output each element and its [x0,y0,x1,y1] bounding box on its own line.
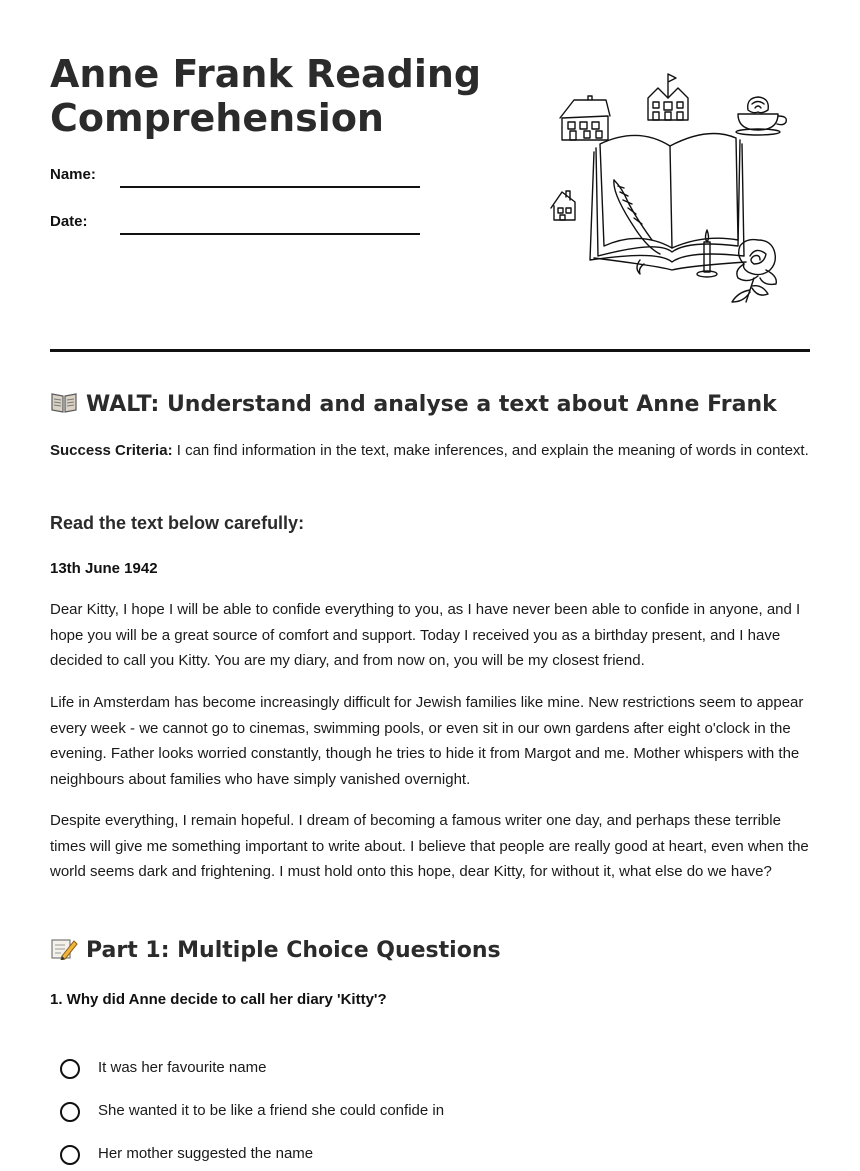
answer-option-label: It was her favourite name [98,1059,267,1076]
name-field[interactable] [50,166,420,196]
answer-option[interactable] [60,1100,760,1128]
part1-heading [50,936,501,963]
memo-pencil-icon [50,936,78,960]
house-icon [648,74,688,120]
success-criteria [50,438,810,464]
success-criteria-text: I can find information in the text, make inferences, and explain the meaning of words in context. [172,442,809,459]
open-book-icon [50,390,78,414]
success-criteria-label: Success Criteria: [50,442,173,459]
page-title: Anne Frank Reading Comprehension [50,52,482,140]
quill-icon [614,180,660,254]
walt-heading [50,390,777,417]
question-1: 1. Why did Anne decide to call her diary 'Kitty'? [50,991,387,1008]
name-line[interactable] [120,186,420,188]
reading-paragraph-2: Life in Amsterdam has become increasingly difficult for Jewish families like mine. New restrictions seem to appear every week - we cannot go to cinemas, swimming pools, or even sit in our own gardens after eight o'clock in the evening. Father looks worried constantly, though he tries to hide it from Margot and me. Mother whispers with the neighbours about families who have simply vanished overnight. [50,694,804,788]
book-icon [590,134,746,275]
part1-heading-text: Part 1: Multiple Choice Questions [86,938,501,963]
rose-icon [732,240,776,302]
radio-button[interactable] [60,1102,80,1122]
date-line[interactable] [120,233,420,235]
radio-button[interactable] [60,1145,80,1165]
reading-paragraph-3: Despite everything, I remain hopeful. I dream of becoming a famous writer one day, and perhaps these terrible times will give me something important to write about. I believe that people are really good at heart, even when the world seems dark and frightening. I must hold onto this hope, dear Kitty, for without it, what else do we have? [50,812,809,880]
date-label: Date: [50,213,88,230]
header-divider [50,349,810,352]
diary-date: 13th June 1942 [50,560,158,577]
answer-option[interactable] [60,1143,760,1171]
cottage-icon [551,191,575,220]
name-label: Name: [50,166,96,183]
answer-option[interactable] [60,1057,760,1085]
diary-illustration [548,70,793,315]
reading-heading: Read the text below carefully: [50,513,305,533]
reading-paragraph-1: Dear Kitty, I hope I will be able to confide everything to you, as I have never been able to confide in anyone, and I hope you will be a great source of comfort and support. Today I received you as a birthday present, and I have decided to call you Kitty. You are my diary, and from now on, you will be my closest friend. [50,601,801,669]
date-field[interactable] [50,213,420,243]
walt-heading-text: WALT: Understand and analyse a text about Anne Frank [86,392,777,417]
answer-option-label: Her mother suggested the name [98,1145,314,1162]
radio-button[interactable] [60,1059,80,1079]
teacup-rose-icon [736,97,786,135]
answer-option-label: She wanted it to be like a friend she could confide in [98,1102,445,1119]
house-icon [560,96,610,140]
